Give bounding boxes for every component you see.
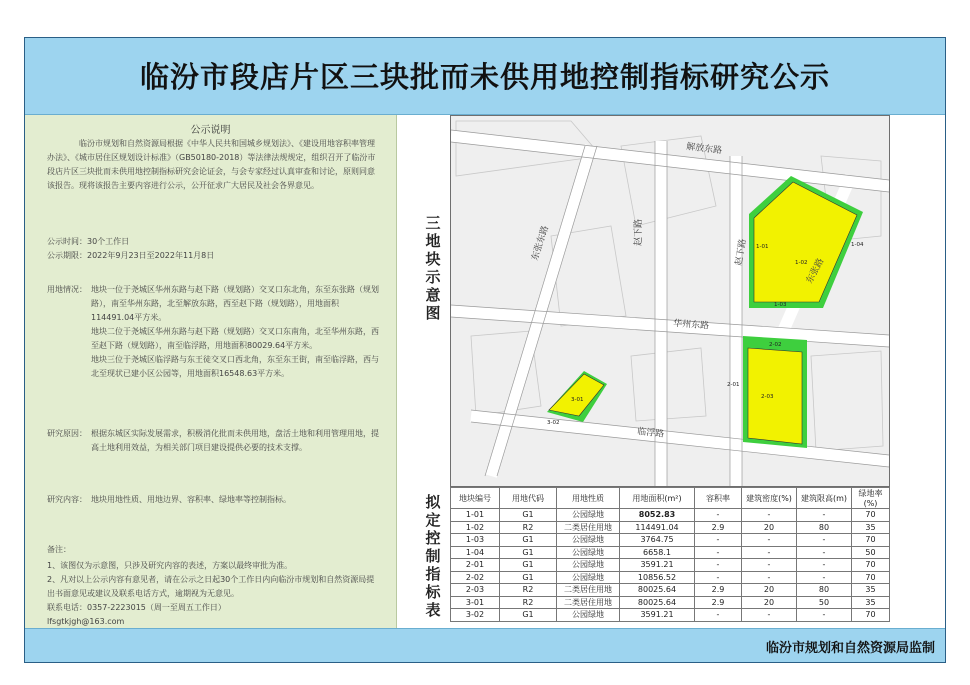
cell: 3591.21	[620, 559, 695, 572]
plot-label-2-03: 2-03	[761, 394, 774, 400]
cell: 二类居住用地	[557, 584, 620, 597]
table-row	[451, 521, 890, 534]
cell: 二类居住用地	[557, 596, 620, 609]
cell: -	[742, 509, 797, 522]
header-density: 建筑密度(%)	[742, 488, 797, 509]
cell: 70	[852, 571, 890, 584]
cell: -	[695, 559, 742, 572]
cell: 114491.04	[620, 521, 695, 534]
road-label-dongzhangdong: 东张东路	[530, 224, 551, 262]
control-index-table	[450, 487, 890, 622]
cell: 80	[797, 584, 852, 597]
cell: 80	[797, 521, 852, 534]
table-row	[451, 559, 890, 572]
plot-2-03	[748, 348, 802, 444]
table-row	[451, 534, 890, 547]
table-row	[451, 596, 890, 609]
header-green: 绿地率(%)	[852, 488, 890, 509]
cell: -	[695, 546, 742, 559]
cell: 80025.64	[620, 584, 695, 597]
plot-label-3-01: 3-01	[571, 397, 584, 403]
cell: -	[742, 559, 797, 572]
cell: -	[695, 609, 742, 622]
cell: G1	[500, 509, 557, 522]
cell: 70	[852, 609, 890, 622]
cell: 35	[852, 584, 890, 597]
cell: 50	[797, 596, 852, 609]
notice-period: 公示期限：2022年9月23日至2022年11月8日	[47, 251, 215, 260]
footer-issuer: 临汾市规划和自然资源局监制	[765, 641, 935, 656]
cell: 20	[742, 521, 797, 534]
cell: 公园绿地	[557, 546, 620, 559]
cell: R2	[500, 596, 557, 609]
header-area: 用地面积(m²)	[620, 488, 695, 509]
content-text: 地块用地性质、用地边界、容积率、绿地率等控制指标。	[91, 495, 291, 504]
road-label-dongzhang: 东张路	[804, 256, 827, 286]
cell: -	[695, 571, 742, 584]
title-bar	[25, 38, 945, 115]
cell: 1-02	[451, 521, 500, 534]
cell: 50	[852, 546, 890, 559]
header-far: 容积率	[695, 488, 742, 509]
cell: 二类居住用地	[557, 521, 620, 534]
cell: 2-03	[451, 584, 500, 597]
cell: -	[797, 509, 852, 522]
cell: -	[742, 571, 797, 584]
cell: 公园绿地	[557, 559, 620, 572]
cell: 35	[852, 596, 890, 609]
cell: -	[742, 534, 797, 547]
cell: G1	[500, 534, 557, 547]
table-row	[451, 609, 890, 622]
plot-label-2-01: 2-01	[727, 382, 740, 388]
table-row	[451, 571, 890, 584]
cell: 3764.75	[620, 534, 695, 547]
research-label: 研究原因：	[47, 429, 87, 438]
table-row	[451, 546, 890, 559]
cell: -	[695, 509, 742, 522]
cell: G1	[500, 609, 557, 622]
notes-label: 备注：	[47, 545, 71, 554]
header-height: 建筑限高(m)	[797, 488, 852, 509]
cell: 公园绿地	[557, 534, 620, 547]
road-label-linfu: 临浮路	[636, 427, 665, 440]
cell: 3-02	[451, 609, 500, 622]
road-label-zhaoxia-2: 赵下路	[734, 238, 749, 267]
cell: -	[742, 609, 797, 622]
cell: G1	[500, 559, 557, 572]
header-land-use: 用地性质	[557, 488, 620, 509]
land-text: 地块一位于尧城区华州东路与赵下路（规划路）交叉口东北角，东至东张路（规划路），南至华州东路，北至解放东路，西至赵下路（规划路），用地面积114491.04平方米。 地块二位于尧城区华州东路与赵下路（规划路）交叉口东南角，北至华州东路，西至赵下路（规划路），南至临浮路，用地面积80029.64平方米。 地块三位于尧城区临浮路与东王徒交叉口西北角，东至东王街，南至临浮路，西与北至现状已建小区公园等，用地面积16548.63平方米。	[91, 285, 379, 378]
cell: -	[742, 546, 797, 559]
cell: 20	[742, 584, 797, 597]
notice-heading: 公示说明	[190, 125, 231, 136]
header-plot-no: 地块编号	[451, 488, 500, 509]
road-label-zhaoxia-1: 赵下路	[634, 218, 644, 246]
road-label-huazhoudong: 华州东路	[672, 319, 710, 332]
cell: 2.9	[695, 584, 742, 597]
header-land-code: 用地代码	[500, 488, 557, 509]
cell: 公园绿地	[557, 571, 620, 584]
cell: 70	[852, 559, 890, 572]
map-drawing	[451, 116, 889, 486]
cell: 1-01	[451, 509, 500, 522]
cell: 70	[852, 534, 890, 547]
notice-panel	[25, 115, 397, 630]
cell: 80025.64	[620, 596, 695, 609]
cell: 2.9	[695, 596, 742, 609]
cell: -	[797, 571, 852, 584]
notice-board	[24, 37, 946, 663]
cell: -	[797, 609, 852, 622]
plot-label-1-01: 1-01	[756, 244, 769, 250]
map-side-label: 三地块示意图	[425, 214, 441, 322]
cell: 2-02	[451, 571, 500, 584]
page-title: 临汾市段店片区三块批而未供用地控制指标研究公示	[139, 60, 830, 94]
cell: 70	[852, 509, 890, 522]
table-header-row	[451, 488, 890, 509]
contact-phone: 联系电话：0357-2223015（周一至周五工作日）	[47, 603, 226, 612]
cell: R2	[500, 584, 557, 597]
table-side-label: 拟定控制指标表	[425, 493, 441, 619]
site-map	[450, 115, 890, 487]
cell: G1	[500, 571, 557, 584]
cell: -	[797, 546, 852, 559]
notice-intro: 临汾市规划和自然资源局根据《中华人民共和国城乡规划法》、《建设用地容积率管理办法》、《城市居住区规划设计标准》（GB50180-2018）等法律法规规定，组织召开了临汾市段店片区三块批而未供用地控制指标研究会论证会，与会专家经过认真审查和讨论，原则同意该报告。现将该报告主要内容进行公示，公开征求广大居民及社会各界意见。	[47, 139, 376, 190]
content-label: 研究内容：	[47, 495, 87, 504]
cell: 2-01	[451, 559, 500, 572]
plot-label-1-03: 1-03	[774, 302, 787, 308]
note-1: 1、该图仅为示意图，只涉及研究内容的表述，方案以最终审批为准。	[47, 561, 293, 570]
plot-label-2-02: 2-02	[769, 342, 782, 348]
road-label-jiefang: 解放东路	[685, 142, 723, 157]
cell: 8052.83	[620, 509, 695, 522]
cell: 公园绿地	[557, 509, 620, 522]
cell: 2.9	[695, 521, 742, 534]
cell: 3591.21	[620, 609, 695, 622]
cell: -	[695, 534, 742, 547]
table-row	[451, 584, 890, 597]
cell: G1	[500, 546, 557, 559]
cell: 20	[742, 596, 797, 609]
cell: 6658.1	[620, 546, 695, 559]
footer-bar	[25, 628, 945, 662]
cell: R2	[500, 521, 557, 534]
plot-label-1-02: 1-02	[795, 260, 808, 266]
land-label: 用地情况：	[47, 285, 87, 294]
research-text: 根据东城区实际发展需求，积极消化批而未供用地，盘活土地和利用管理用地，提高土地利用效益，为相关部门项目建设提供必要的技术支撑。	[91, 429, 379, 452]
cell: 1-04	[451, 546, 500, 559]
plot-label-1-04: 1-04	[851, 242, 864, 248]
cell: 35	[852, 521, 890, 534]
plot-label-3-02: 3-02	[547, 420, 560, 426]
cell: -	[797, 559, 852, 572]
table-row	[451, 509, 890, 522]
cell: 10856.52	[620, 571, 695, 584]
cell: 公园绿地	[557, 609, 620, 622]
cell: 1-03	[451, 534, 500, 547]
notice-time: 公示时间：30个工作日	[47, 237, 130, 246]
note-2: 2、凡对以上公示内容有意见者，请在公示之日起30个工作日内向临汾市规划和自然资源局提出书面意见或建议及联系电话方式，逾期视为无意见。	[47, 575, 375, 598]
cell: -	[797, 534, 852, 547]
contact-email: lfsgtkjgh@163.com	[47, 617, 125, 626]
cell: 3-01	[451, 596, 500, 609]
